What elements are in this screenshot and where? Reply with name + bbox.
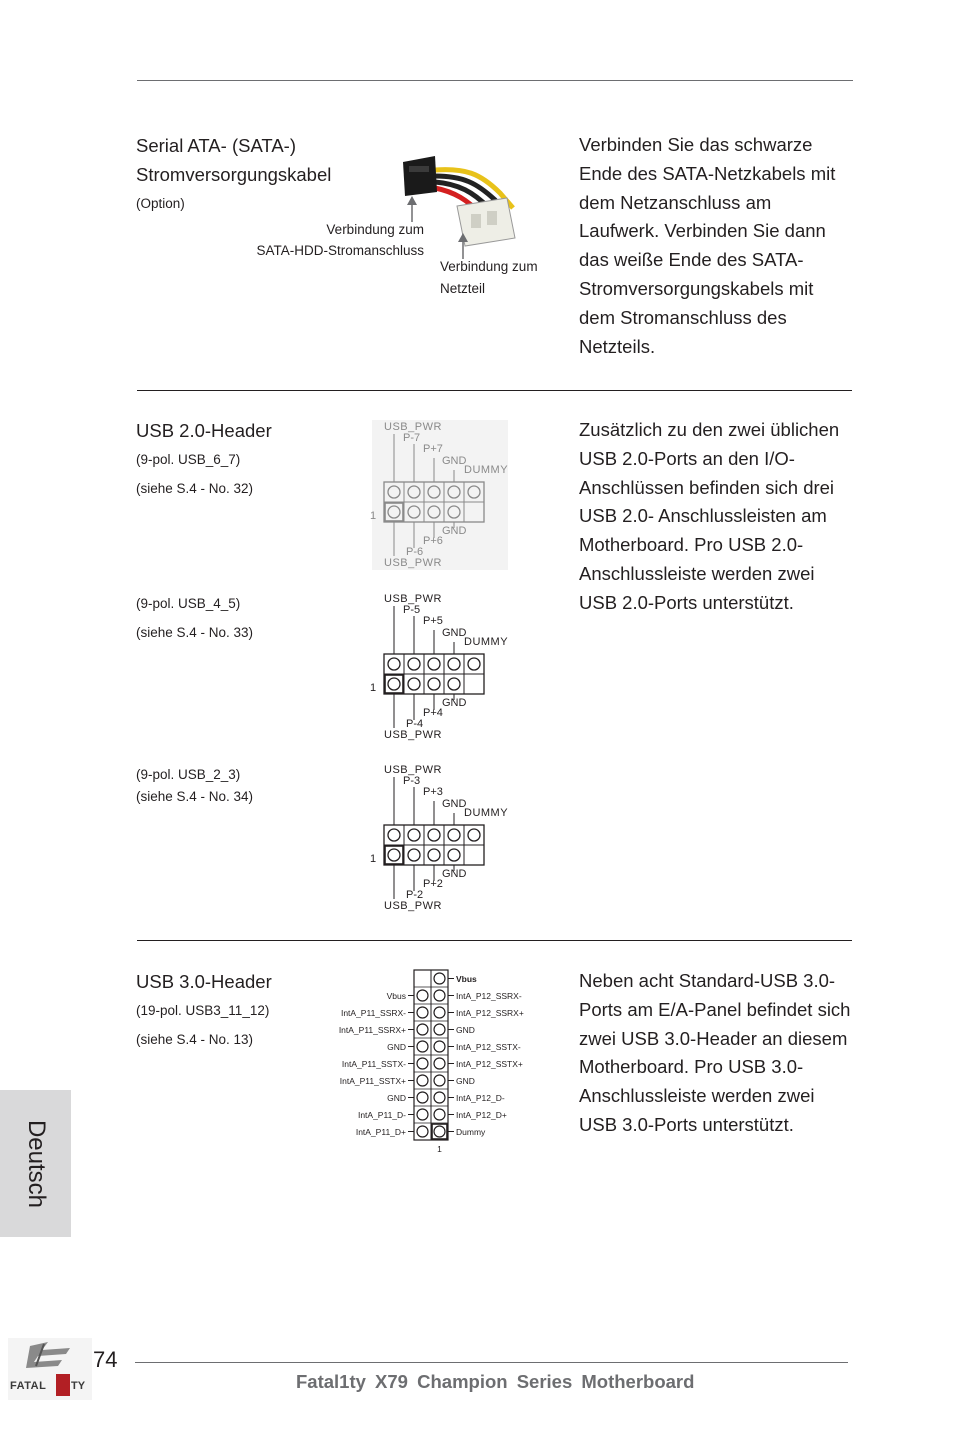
usb-pwr-label: USB_PWR — [384, 900, 442, 912]
pin — [428, 678, 440, 690]
pin — [417, 1109, 428, 1120]
pin — [417, 990, 428, 1001]
p-plus-label: P+4 — [423, 707, 443, 719]
pin — [388, 678, 400, 690]
pin-label-left: IntA_P11_D+ — [355, 1127, 406, 1137]
pin — [434, 1092, 445, 1103]
pin — [448, 678, 460, 690]
usb3-pins: (19-pol. USB3_11_12) — [136, 1003, 270, 1018]
language-label: Deutsch — [22, 1119, 50, 1208]
pin — [408, 486, 420, 498]
pin — [408, 658, 420, 670]
usb2-header2-ref: (siehe S.4 - No. 33) — [136, 625, 254, 640]
pin — [434, 1041, 445, 1052]
callout-sata-hdd-line2: SATA-HDD-Stromanschluss — [256, 243, 424, 258]
p-minus-label: P-3 — [403, 775, 421, 787]
p-plus-label: P+5 — [423, 615, 443, 627]
dummy-label: DUMMY — [464, 464, 509, 476]
pin-label-left: IntA_P11_SSTX- — [341, 1059, 406, 1069]
usb3-title: USB 3.0-Header — [136, 971, 272, 992]
p-plus-label: P+2 — [423, 878, 443, 890]
pin-label-left: IntA_P11_SSRX+ — [338, 1025, 406, 1035]
pin — [408, 506, 420, 518]
pin-label-right: IntA_P12_SSRX+ — [456, 1008, 524, 1018]
pin — [468, 829, 480, 841]
usb-pwr-label: USB_PWR — [384, 421, 442, 433]
usb2-pin-diagram-3 — [366, 763, 516, 913]
pin — [428, 506, 440, 518]
pin-label-right: IntA_P12_SSTX+ — [456, 1059, 523, 1069]
pin1-label: 1 — [370, 510, 377, 522]
fatal1ty-logo — [8, 1338, 92, 1400]
pin — [468, 486, 480, 498]
gnd-label: GND — [442, 868, 467, 880]
gnd-label: GND — [442, 525, 467, 537]
sata-description: Verbinden Sie das schwarze Ende des SATA-Netzkabels mit dem Netzanschluss am Laufwerk. Verbinden Sie dann das weiße Ende des SATA-Stromversorgungskabels mit dem Stromanschluss des Netzteils. — [579, 134, 836, 357]
p-minus-label: P-6 — [406, 546, 424, 558]
pin-label-right: Vbus — [456, 974, 477, 984]
p-minus-label: P-4 — [406, 718, 424, 730]
pin-label-right: GND — [456, 1076, 475, 1086]
pin — [448, 829, 460, 841]
sata-option-label: (Option) — [136, 196, 185, 211]
gnd-label: GND — [442, 798, 467, 810]
usb-pwr-label: USB_PWR — [384, 557, 442, 569]
pin — [388, 506, 400, 518]
p-plus-label: P+7 — [423, 443, 443, 455]
pin — [428, 849, 440, 861]
pin — [434, 973, 445, 984]
pin — [434, 1109, 445, 1120]
pin1-label: 1 — [370, 682, 377, 694]
usb2-header3-pins: (9-pol. USB_2_3) — [136, 767, 241, 782]
footer-title: Fatal1ty X79 Champion Series Motherboard — [296, 1371, 695, 1392]
pin — [434, 1024, 445, 1035]
dummy-label: DUMMY — [464, 636, 509, 648]
pin — [428, 486, 440, 498]
usb2-title: USB 2.0-Header — [136, 420, 272, 441]
gnd-label: GND — [442, 697, 467, 709]
pin — [417, 1092, 428, 1103]
pin — [388, 658, 400, 670]
usb-pwr-label: USB_PWR — [384, 764, 442, 776]
pin1-label: 1 — [437, 1144, 442, 1154]
pin — [448, 849, 460, 861]
svg-text:FATAL: FATAL — [10, 1380, 47, 1392]
pin — [434, 990, 445, 1001]
p-minus-label: P-5 — [403, 604, 421, 616]
pin — [417, 1041, 428, 1052]
pin — [448, 486, 460, 498]
sata-title-line2: Stromversorgungskabel — [136, 164, 332, 185]
pin-label-left: GND — [387, 1042, 406, 1052]
pin-label-right: IntA_P12_SSRX- — [456, 991, 522, 1001]
usb3-pin-diagram — [330, 968, 540, 1160]
language-side-tab — [0, 1090, 71, 1237]
usb2-description: Zusätzlich zu den zwei üblichen USB 2.0-Ports an den I/O-Anschlüssen befinden sich drei USB 2.0- Anschlussleisten am Motherboard. Pro USB 2.0-Anschlussleiste werden zwei USB 2.0-Ports unterstützt. — [579, 419, 840, 613]
pin — [417, 1024, 428, 1035]
p-minus-label: P-2 — [406, 889, 424, 901]
pin — [417, 1007, 428, 1018]
footer-rule — [135, 1362, 848, 1363]
pin-label-right: Dummy — [456, 1127, 486, 1137]
p-minus-label: P-7 — [403, 432, 421, 444]
pin-label-left: GND — [387, 1093, 406, 1103]
pin-label-left: IntA_P11_SSRX- — [340, 1008, 406, 1018]
p-plus-label: P+6 — [423, 535, 443, 547]
usb2-pin-diagram-1 — [366, 420, 516, 570]
section-divider — [137, 940, 852, 941]
pin — [448, 506, 460, 518]
callout-psu-line2: Netzteil — [440, 281, 486, 296]
callout-psu-line1: Verbindung zum — [440, 259, 538, 274]
usb2-header1-pins: (9-pol. USB_6_7) — [136, 452, 241, 467]
pin — [388, 829, 400, 841]
dummy-label: DUMMY — [464, 807, 509, 819]
pin-label-right: GND — [456, 1025, 475, 1035]
pin-label-left: IntA_P11_SSTX+ — [339, 1076, 406, 1086]
pin — [417, 1126, 428, 1137]
pin-label-right: IntA_P12_SSTX- — [456, 1042, 521, 1052]
pin — [434, 1075, 445, 1086]
page-number: 74 — [93, 1347, 118, 1372]
usb2-header1-ref: (siehe S.4 - No. 32) — [136, 481, 254, 496]
usb3-ref: (siehe S.4 - No. 13) — [136, 1032, 254, 1047]
pin — [408, 829, 420, 841]
pin — [448, 658, 460, 670]
pin — [434, 1126, 445, 1137]
section-divider — [137, 390, 852, 391]
pin-label-left: IntA_P11_D- — [357, 1110, 406, 1120]
pin-label-left: Vbus — [386, 991, 406, 1001]
pin-label-right: IntA_P12_D- — [456, 1093, 505, 1103]
usb2-header3-ref: (siehe S.4 - No. 34) — [136, 789, 254, 804]
pin — [434, 1007, 445, 1018]
usb2-header2-pins: (9-pol. USB_4_5) — [136, 596, 241, 611]
pin — [434, 1058, 445, 1069]
pin — [408, 849, 420, 861]
pin — [417, 1058, 428, 1069]
svg-text:TY: TY — [71, 1380, 86, 1392]
pin — [408, 678, 420, 690]
usb-pwr-label: USB_PWR — [384, 729, 442, 741]
pin — [428, 829, 440, 841]
usb-pwr-label: USB_PWR — [384, 593, 442, 605]
callout-sata-hdd-line1: Verbindung zum — [326, 222, 424, 237]
p-plus-label: P+3 — [423, 786, 443, 798]
pin — [428, 658, 440, 670]
gnd-label: GND — [442, 455, 467, 467]
sata-title-line1: Serial ATA- (SATA-) — [136, 135, 297, 156]
header-rule — [137, 80, 853, 81]
usb2-pin-diagram-2 — [366, 592, 516, 742]
gnd-label: GND — [442, 627, 467, 639]
pin — [388, 849, 400, 861]
pin1-label: 1 — [370, 853, 377, 865]
pin — [388, 486, 400, 498]
pin-label-right: IntA_P12_D+ — [456, 1110, 507, 1120]
usb3-description: Neben acht Standard-USB 3.0-Ports am E/A-Panel befindet sich zwei USB 3.0-Header an diesem Motherboard. Pro USB 3.0-Anschlussleiste werden zwei USB 3.0-Ports unterstützt. — [579, 970, 851, 1135]
pin — [417, 1075, 428, 1086]
pin — [468, 658, 480, 670]
